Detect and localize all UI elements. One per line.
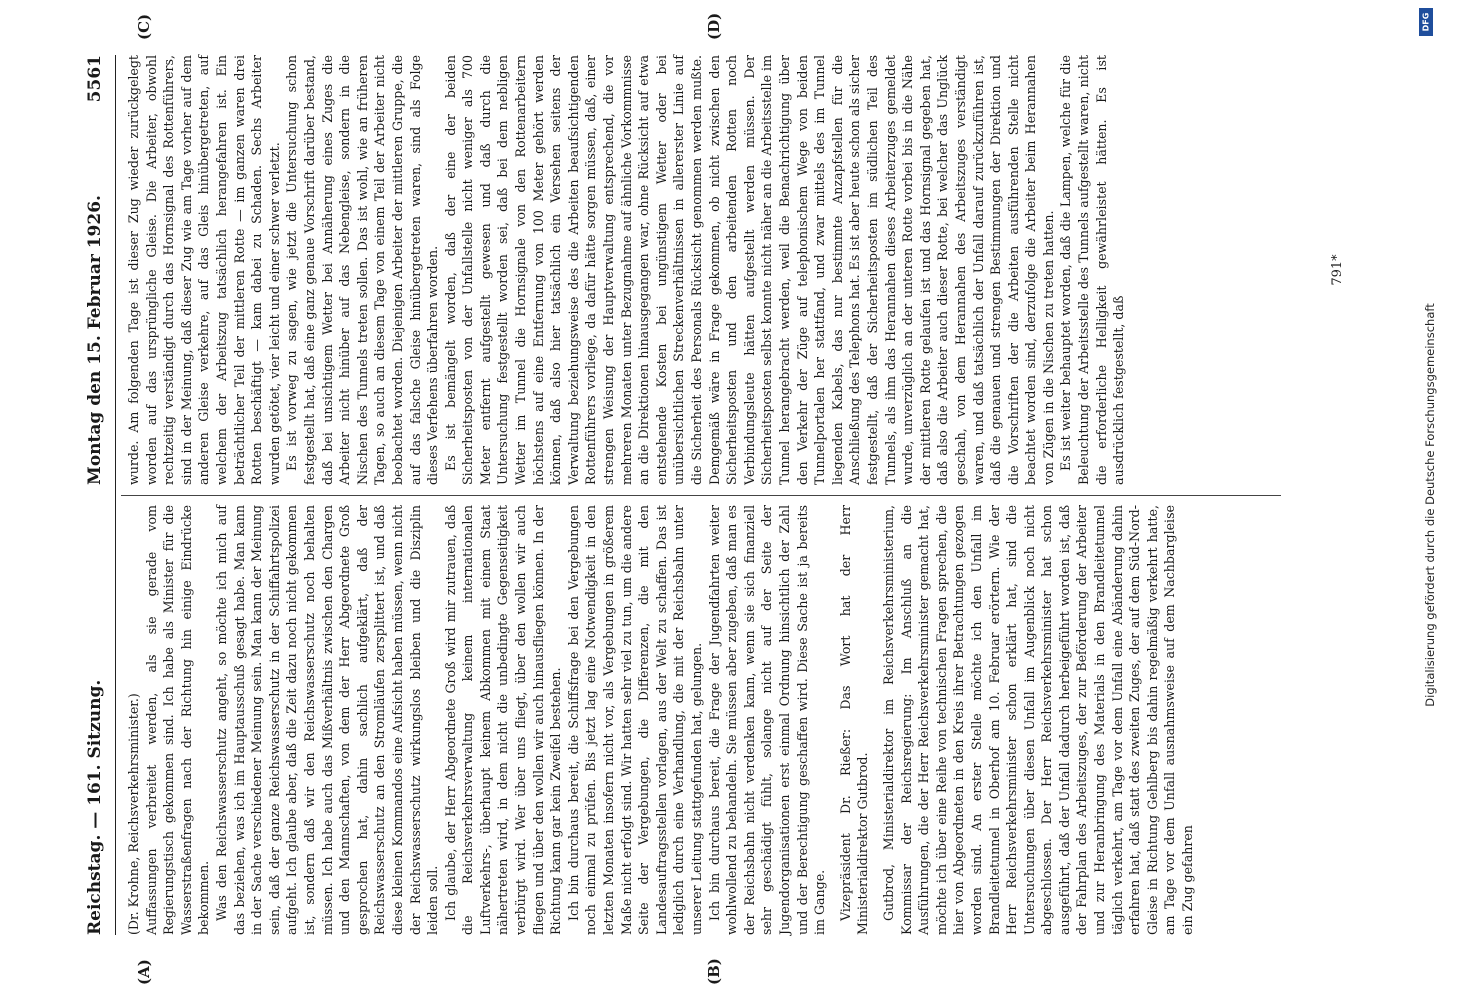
margin-marker-a: (A) — [135, 959, 153, 985]
speaker-heading: (Dr. Krohne, Reichsverkehrsminister.) — [126, 693, 141, 935]
digitization-credit: Digitalisierung gefördert durch die Deutsche Forschungsgemeinschaft — [1423, 303, 1437, 707]
paragraph: Es ist weiter behauptet worden, daß die Lampen, welche für die Beleuchtung der Arbeitsstelle des Tunnels aufgestellt waren, nicht die erforderliche Helligkeit gewährleistet hätten. Es ist ausdrücklich festgestellt, daß — [1058, 55, 1127, 485]
chair-announcement: Vizepräsident Dr. Rießer: Das Wort hat der Herr Ministerialdirektor Gutbrod. — [837, 505, 871, 935]
paragraph: Ich bin durchaus bereit, die Schiffsfrage bei den Vergebungen noch einmal zu prüfen. Bis jetzt lag eine Notwendigkeit in den letzten Monaten insofern nicht vor, als Vergebungen in größerem Maße nicht erfolgt sind. Wir hatten sehr viel zu tun, um die andere Seite der Vergebungen, die Differenzen, die mit den Landesauftragsstellen vorlagen, aus der Welt zu schaffen. Das ist lediglich durch eine Verhandlung, die mit der Reichsbahn unter unserer Leitung stattgefunden hat, gelungen. — [565, 505, 704, 935]
dfg-logo-text: DFG — [1421, 12, 1431, 32]
issue-date: Montag den 15. Februar 1926. — [85, 195, 105, 485]
paragraph: Ich glaube, der Herr Abgeordnete Groß wird mir zutrauen, daß die Reichsverkehrsverwaltung keinem internationalen Luftverkehrs-, überhaupt keinem Abkommen mit einem Staat nähertreten wird, in dem nicht die unbedingte Gegenseitigkeit verbürgt wird. Wer über uns fliegt, über den wollen wir auch fliegen und über den wollen wir auch hinausfliegen können. In der Richtung kann gar kein Zweifel bestehen. — [442, 505, 564, 935]
right-column — [125, 55, 1285, 485]
left-column — [125, 505, 1285, 935]
paragraph: Es ist vorweg zu sagen, wie jetzt die Untersuchung schon festgestellt hat, daß eine ganz genaue Vorschrift darüber bestand, daß bei unsichtigem Wetter bei Annäherung eines Zuges die Arbeiter nicht hinüber auf das Nebengleise, sondern in die Nischen des Tunnels treten sollen. Das ist wohl, wie an früheren Tagen, so auch an diesem Tage von einem Teil der Arbeiter nicht beobachtet worden. Diejenigen Arbeiter der mittleren Gruppe, die auf das falsche Gleise hinübergetreten waren, sind als Folge dieses Verfehens überfahren worden. — [284, 55, 441, 485]
page-number: 5561 — [85, 55, 105, 103]
paragraph: Gutbrod, Ministerialdirektor im Reichsverkehrsministerium, Kommissar der Reichsregierung: Im Anschluß an die Ausführungen, die der Herr Reichsverkehrsminister gemacht hat, möchte ich über eine Reihe von technischen Fragen sprechen, die hier von Abgeordneten in den Kreis ihrer Betrachtungen gezogen worden sind. An erster Stelle möchte ich den Unfall im Brandleitetunnel in Oberhof am 10. Februar erörtern. Wie der Herr Reichsverkehrsminister schon erklärt hat, sind die Untersuchungen über diesen Unfall im Augenblick noch nicht abgeschlossen. Der Herr Reichsverkehrsminister hat schon ausgeführt, daß der Unfall dadurch herbeigeführt worden ist, daß der Fahrplan des Arbeitszuges, der zur Beförderung der Arbeiter und zur Heranbringung des Materials in den Brandleitetunnel täglich verkehrt, am Tage vor dem Unfall eine Abänderung dahin erfahren hat, daß statt des zweiten Zuges, der auf dem Süd-Nord-Gleise in Richtung Gehlberg bis dahin regelmäßig verkehrt hatte, am Tage vor dem Unfall ausnahmsweise auf dem Nachbargleise ein Zug gefahren — [880, 505, 1196, 935]
running-title: Reichstag. — 161. Sitzung. — [85, 679, 105, 935]
rotated-newspaper-page — [75, 12, 1375, 985]
digitization-sidebar — [1380, 10, 1480, 990]
paragraph: wurde. Am folgenden Tage ist dieser Zug wieder zurückgelegt worden auf das ursprüngliche Gleise. Die Arbeiter, obwohl rechtzeitig verständigt durch das Hornsignal des Rottenführers, sind in der Meinung, daß dieser Zug wie am Tage vorher auf dem anderen Gleise verkehre, auf das Gleis hinübergetreten, auf welchem der Arbeitszug tatsächlich herangefahren ist. Ein beträchtlicher Teil der mittleren Rotte — im ganzen waren drei Rotten beschäftigt — kam dabei zu Schaden. Sechs Arbeiter wurden getötet, vier leicht und einer schwer verletzt. — [126, 55, 282, 485]
right-page-header — [75, 55, 115, 485]
margin-marker-b: (B) — [705, 958, 723, 985]
header-rule — [115, 55, 116, 935]
margin-marker-c: (C) — [135, 13, 153, 40]
dfg-logo-icon — [1419, 8, 1433, 36]
margin-marker-d: (D) — [705, 12, 723, 40]
column-separator — [121, 495, 1281, 496]
paragraph: Es ist bemängelt worden, daß der eine der beiden Sicherheitsposten von der Unfallstelle nicht weniger als 700 Meter entfernt aufgestellt gewesen und daß durch die Untersuchung festgestellt worden sei, daß bei dem nebligen Wetter im Tunnel die Hornsignale von den Rottenarbeitern höchstens auf eine Entfernung von 100 Meter gehört werden können, daß also hier tatsächlich ein Versehen seitens der Verwaltung beziehungsweise des die Arbeiten beaufsichtigenden Rottenführers vorliege, da dafür hätte sorgen müssen, daß, einer strengen Weisung der Hauptverwaltung entsprechend, die vor mehreren Monaten unter Bezugnahme auf ähnliche Vorkommnisse an die Direktionen hinausgegangen war, ohne Rücksicht auf etwa entstehende Kosten bei ungünstigem Wetter oder bei unübersichtlichen Streckenverhältnissen in allererster Linie auf die Sicherheit des Personals Rücksicht genommen werden mußte. Demgemäß wäre in Frage gekommen, ob nicht zwischen den Sicherheitsposten und den arbeitenden Rotten noch Verbindungsleute hätten aufgestellt werden müssen. Der Sicherheitsposten selbst konnte nicht näher an die Arbeitsstelle im Tunnel herangebracht werden, weil die Benachrichtigung über den Verkehr der Züge auf telephonischem Wege von beiden Tunnelportalen her stattfand, und zwar mittels des im Tunnel liegenden Kabels, das nur bestimmte Anzapfstellen für die Anschließung des Telephons hat. Es ist aber heute schon als sicher festgestellt, daß der Sicherheitsposten im südlichen Teil des Tunnels, als ihm das Herannahen dieses Arbeiterzuges gemeldet wurde, unverzüglich an der unteren Rotte vorbei bis in die Nähe der mittleren Rotte gelaufen ist und das Hornsignal gegeben hat, daß also die Arbeiter auch dieser Rotte, bei welcher das Unglück geschah, von dem Herannahen des Arbeitszuges verständigt waren, und daß tatsächlich der Unfall darauf zurückzuführen ist, daß die genauen und strengen Bestimmungen der Direktion und die Vorschriften der die Arbeiten ausführenden Stelle nicht beachtet worden sind, derzufolge die Arbeiter beim Herannahen von Zügen in die Nischen zu treten hatten. — [442, 54, 1056, 485]
paragraph: Auffassungen verbreitet werden, als sie gerade vom Regierungstisch gekommen sind. Ich habe als Minister für die Wasserstraßenfragen nach der Richtung hin einige Eindrücke bekommen. — [143, 505, 212, 935]
left-page-header — [75, 505, 115, 935]
page-signature: 791* — [1330, 254, 1345, 286]
paragraph: Ich bin durchaus bereit, die Frage der Jugendfahrten weiter wohlwollend zu behandeln. Sie müssen aber zugeben, daß man es der Reichsbahn nicht verdenken kann, wenn sie sich finanziell sehr geschädigt fühlt, solange nicht auf der Seite der Jugendorganisationen erst einmal Ordnung hinsichtlich der Zahl und der Berechtigung geschaffen wird. Diese Sache ist ja bereits im Gange. — [706, 505, 828, 935]
paragraph: Was den Reichswasserschutz angeht, so möchte ich mich auf das beziehen, was ich im Hauptausschuß gesagt habe. Man kann in der Sache verschiedener Meinung sein. Man kann der Meinung sein, daß der ganze Reichswasserschutz in der Schiffahrtspolizei aufgeht. Ich glaube aber, daß die Zeit dazu noch nicht gekommen ist, sondern daß wir den Reichswasserschutz noch behalten müssen. Ich habe auch das Mißverhältnis zwischen den Chargen und den Mannschaften, von dem der Herr Abgeordnete Groß gesprochen hat, dahin sachlich aufgeklärt, daß der Reichswasserschutz an den Stromläufen zersplittert ist, und daß diese kleinen Kommandos eine Aufsicht haben müssen, wenn nicht der Reichswasserschutz wirkungslos bleiben und die Disziplin leiden soll. — [213, 505, 441, 935]
